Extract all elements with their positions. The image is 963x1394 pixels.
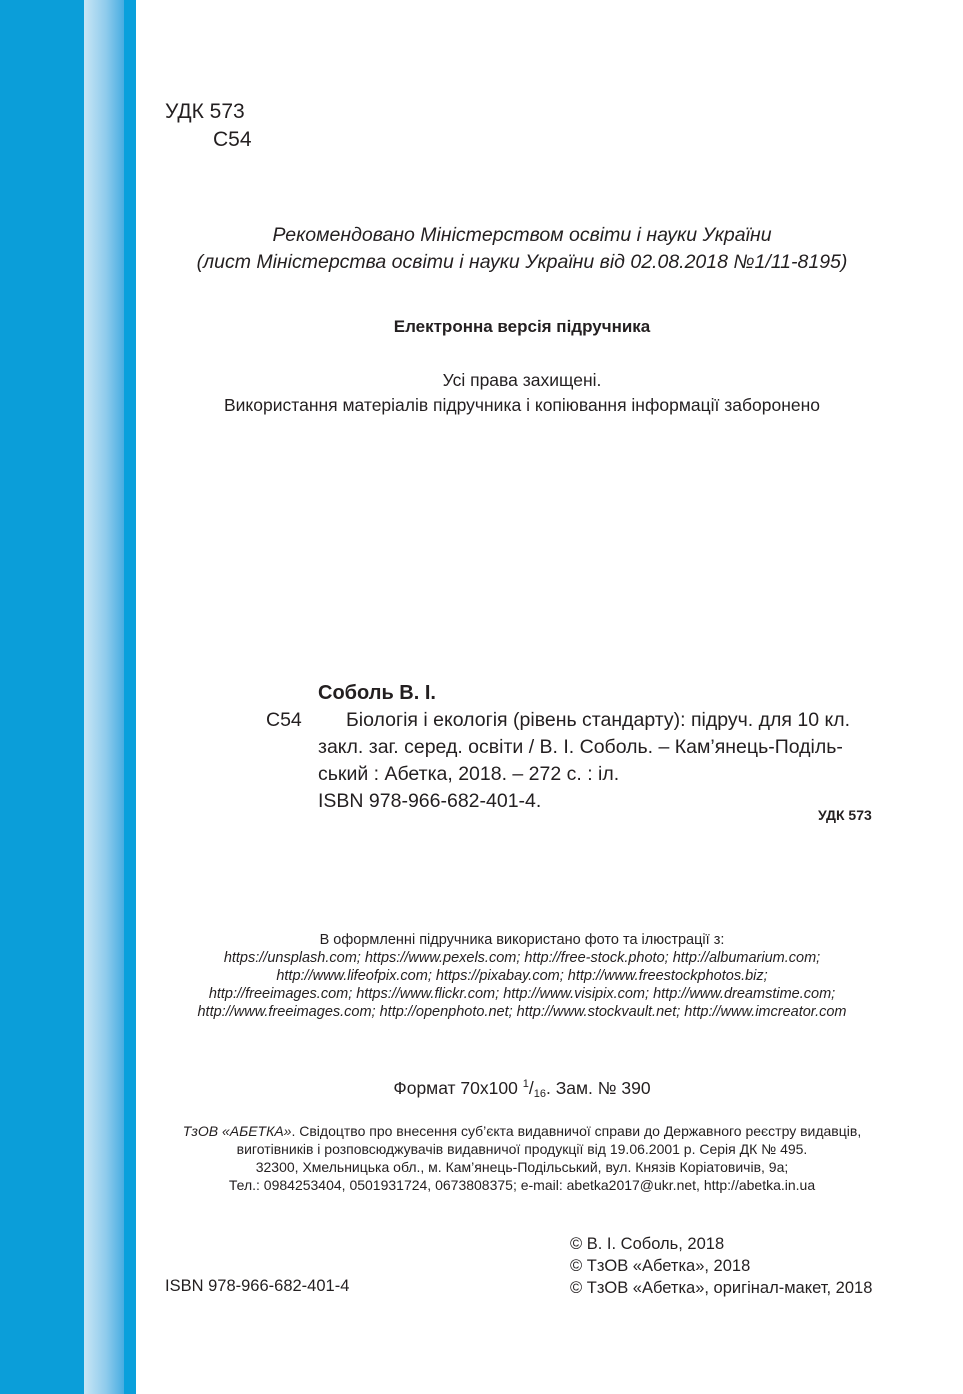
copyright-block: [570, 1233, 872, 1299]
udk-code: УДК 573: [165, 100, 245, 123]
side-stripe-dark: [0, 0, 84, 1394]
rights-line-1: Усі права захищені.: [442, 370, 602, 390]
isbn: ISBN 978-966-682-401-4: [165, 1277, 350, 1295]
format-prefix: Формат 70x100: [393, 1078, 523, 1098]
bibliographic-record: [318, 680, 884, 815]
publisher-info: [124, 1122, 920, 1194]
copyright-line: © ТзОВ «Абетка», 2018: [570, 1257, 751, 1275]
format-suffix: . Зам. № 390: [545, 1078, 651, 1098]
credits-intro: В оформленні підручника використано фото та ілюстрації з:: [319, 932, 725, 948]
recommendation-line-1: Рекомендовано Міністерством освіти і науки України: [272, 224, 772, 246]
rights-notice: [124, 368, 920, 418]
image-credits: [124, 931, 920, 1021]
publisher-name: ТзОВ «АБЕТКА»: [182, 1123, 292, 1139]
format-info: [124, 1072, 920, 1106]
side-stripe-light: [84, 0, 124, 1394]
publisher-line-3: 32300, Хмельницька обл., м. Кам’янець-Подільський, вул. Князів Коріатовичів, 9а;: [255, 1159, 789, 1175]
udk-block: [165, 98, 252, 154]
biblio-line-2: закл. заг. серед. освіти / В. І. Соболь. – Кам’янець-Поділь-: [318, 736, 843, 758]
biblio-line-3: ський : Абетка, 2018. – 272 с. : іл.: [318, 763, 620, 785]
decorative-side-stripe: [0, 0, 136, 1394]
publisher-line-1-rest: . Свідоцтво про внесення суб’єкта видавничої справи до Державного реєстру видавців,: [291, 1123, 862, 1139]
biblio-author: Соболь В. І.: [318, 682, 436, 704]
publisher-line-1: [124, 1122, 920, 1140]
format-denominator: 16: [533, 1088, 546, 1100]
recommendation-line-2: (лист Міністерства освіти і науки України від 02.08.2018 №1/11-8195): [196, 251, 848, 273]
publisher-line-2: виготівників і розповсюджувачів видавничої продукції від 19.06.2001 р. Серія ДК № 495.: [236, 1141, 808, 1157]
credits-site-line: https://unsplash.com; https://www.pexels.com; http://free-stock.photo; http://albumarium.com;: [223, 950, 821, 966]
copyright-line: © ТзОВ «Абетка», оригінал-макет, 2018: [570, 1279, 873, 1297]
format-slash: /: [528, 1078, 534, 1098]
credits-site-line: http://www.freeimages.com; http://openphoto.net; http://www.stockvault.net; http://www.imcreator.com: [197, 1004, 847, 1020]
credits-site-line: http://www.lifeofpix.com; https://pixabay.com; http://www.freestockphotos.biz;: [276, 968, 768, 984]
edition-label: Електронна версія підручника: [393, 317, 651, 336]
biblio-line-1: Біологія і екологія (рівень стандарту): підруч. для 10 кл.: [346, 709, 851, 731]
udk-index: С54: [213, 128, 252, 151]
ministry-recommendation: [124, 222, 920, 276]
copyright-line: © В. І. Соболь, 2018: [570, 1235, 725, 1253]
publisher-line-4: Тел.: 0984253404, 0501931724, 0673808375; e-mail: abetka2017@ukr.net, http://abetka.in.ua: [228, 1177, 816, 1193]
format-numerator: 1: [522, 1078, 529, 1090]
credits-site-line: http://freeimages.com; https://www.flickr.com; http://www.visipix.com; http://www.dreamstime.com;: [208, 986, 836, 1002]
biblio-index: С54: [266, 709, 302, 731]
biblio-udk: УДК 573: [818, 807, 872, 823]
rights-line-2: Використання матеріалів підручника і копіювання інформації заборонено: [223, 395, 821, 415]
biblio-line-4: ISBN 978-966-682-401-4.: [318, 790, 542, 812]
